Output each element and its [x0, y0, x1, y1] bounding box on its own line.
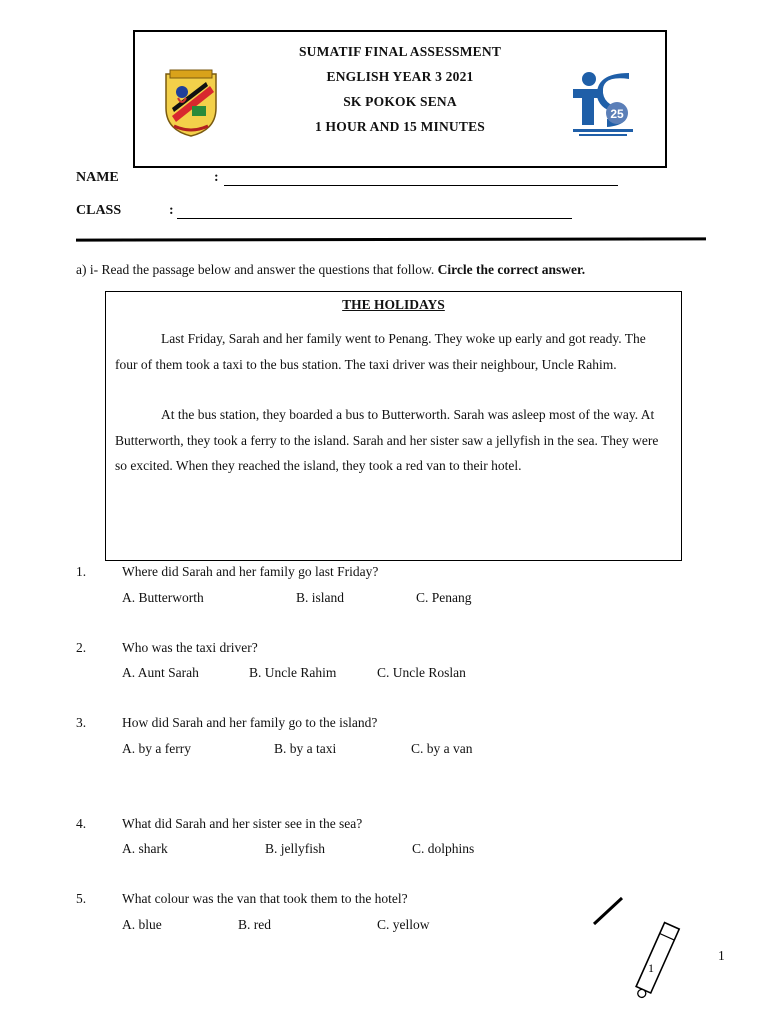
- question-text: How did Sarah and her family go to the island?: [122, 715, 378, 730]
- passage-title: THE HOLIDAYS: [342, 297, 445, 312]
- question-number: 3.: [76, 715, 87, 730]
- option-a[interactable]: A. Aunt Sarah: [122, 665, 199, 680]
- name-label: NAME: [76, 170, 119, 185]
- option-a[interactable]: A. shark: [122, 841, 168, 856]
- name-field[interactable]: [224, 185, 618, 186]
- question-text: What did Sarah and her sister see in the sea?: [122, 816, 363, 831]
- option-c[interactable]: C. yellow: [377, 917, 430, 932]
- option-a[interactable]: A. Butterworth: [122, 590, 204, 605]
- option-c[interactable]: C. Uncle Roslan: [377, 665, 466, 680]
- pencil-icon: [590, 892, 690, 1002]
- ts25-logo-icon: [571, 69, 635, 139]
- option-a[interactable]: A. blue: [122, 917, 162, 932]
- class-field[interactable]: [177, 218, 572, 219]
- passage-box: [105, 291, 682, 561]
- section-divider: [76, 237, 706, 241]
- option-b[interactable]: B. island: [296, 590, 345, 605]
- instruction-emphasis: Circle the correct answer.: [437, 262, 586, 277]
- header-box: [133, 30, 667, 168]
- option-b[interactable]: B. by a taxi: [274, 741, 337, 756]
- passage-paragraph-2: At the bus station, they boarded a bus to Butterworth. Sarah was asleep most of the way. At Butterworth, they took a ferry to the island. Sarah and her sister saw a jellyfish in the sea. They were so excited. When they reached the island, they took a red van to their hotel.: [115, 407, 659, 473]
- question-text: Where did Sarah and her family go last Friday?: [122, 564, 379, 579]
- duration: 1 HOUR AND 15 MINUTES: [315, 119, 485, 134]
- question-number: 2.: [76, 640, 87, 655]
- option-a[interactable]: A. by a ferry: [122, 741, 191, 756]
- pencil-mark-text: 1: [648, 961, 654, 975]
- name-separator: :: [214, 170, 219, 185]
- option-c[interactable]: C. Penang: [416, 590, 472, 605]
- page-number: 1: [718, 948, 725, 963]
- instruction: [76, 262, 585, 278]
- question-number: 5.: [76, 891, 87, 906]
- assessment-title: SUMATIF FINAL ASSESSMENT: [298, 44, 502, 59]
- question-number: 4.: [76, 816, 87, 831]
- instruction-text: a) i- Read the passage below and answer the questions that follow.: [76, 262, 435, 277]
- question-text: Who was the taxi driver?: [122, 640, 258, 655]
- option-b[interactable]: B. red: [238, 917, 271, 932]
- option-c[interactable]: C. by a van: [411, 741, 473, 756]
- subject-year: ENGLISH YEAR 3 2021: [326, 69, 474, 84]
- logo-25-text: 25: [610, 107, 624, 121]
- class-label: CLASS: [76, 203, 122, 218]
- class-separator: :: [169, 203, 174, 218]
- school-crest-icon: [162, 68, 220, 138]
- option-b[interactable]: B. jellyfish: [265, 841, 325, 856]
- option-c[interactable]: C. dolphins: [412, 841, 475, 856]
- question-number: 1.: [76, 564, 87, 579]
- question-text: What colour was the van that took them to the hotel?: [122, 891, 408, 906]
- passage-paragraph-1: Last Friday, Sarah and her family went to Penang. They woke up early and got ready. The four of them took a taxi to the bus station. The taxi driver was their neighbour, Uncle Rahim.: [115, 331, 646, 372]
- option-b[interactable]: B. Uncle Rahim: [249, 665, 337, 680]
- school-name: SK POKOK SENA: [343, 94, 457, 109]
